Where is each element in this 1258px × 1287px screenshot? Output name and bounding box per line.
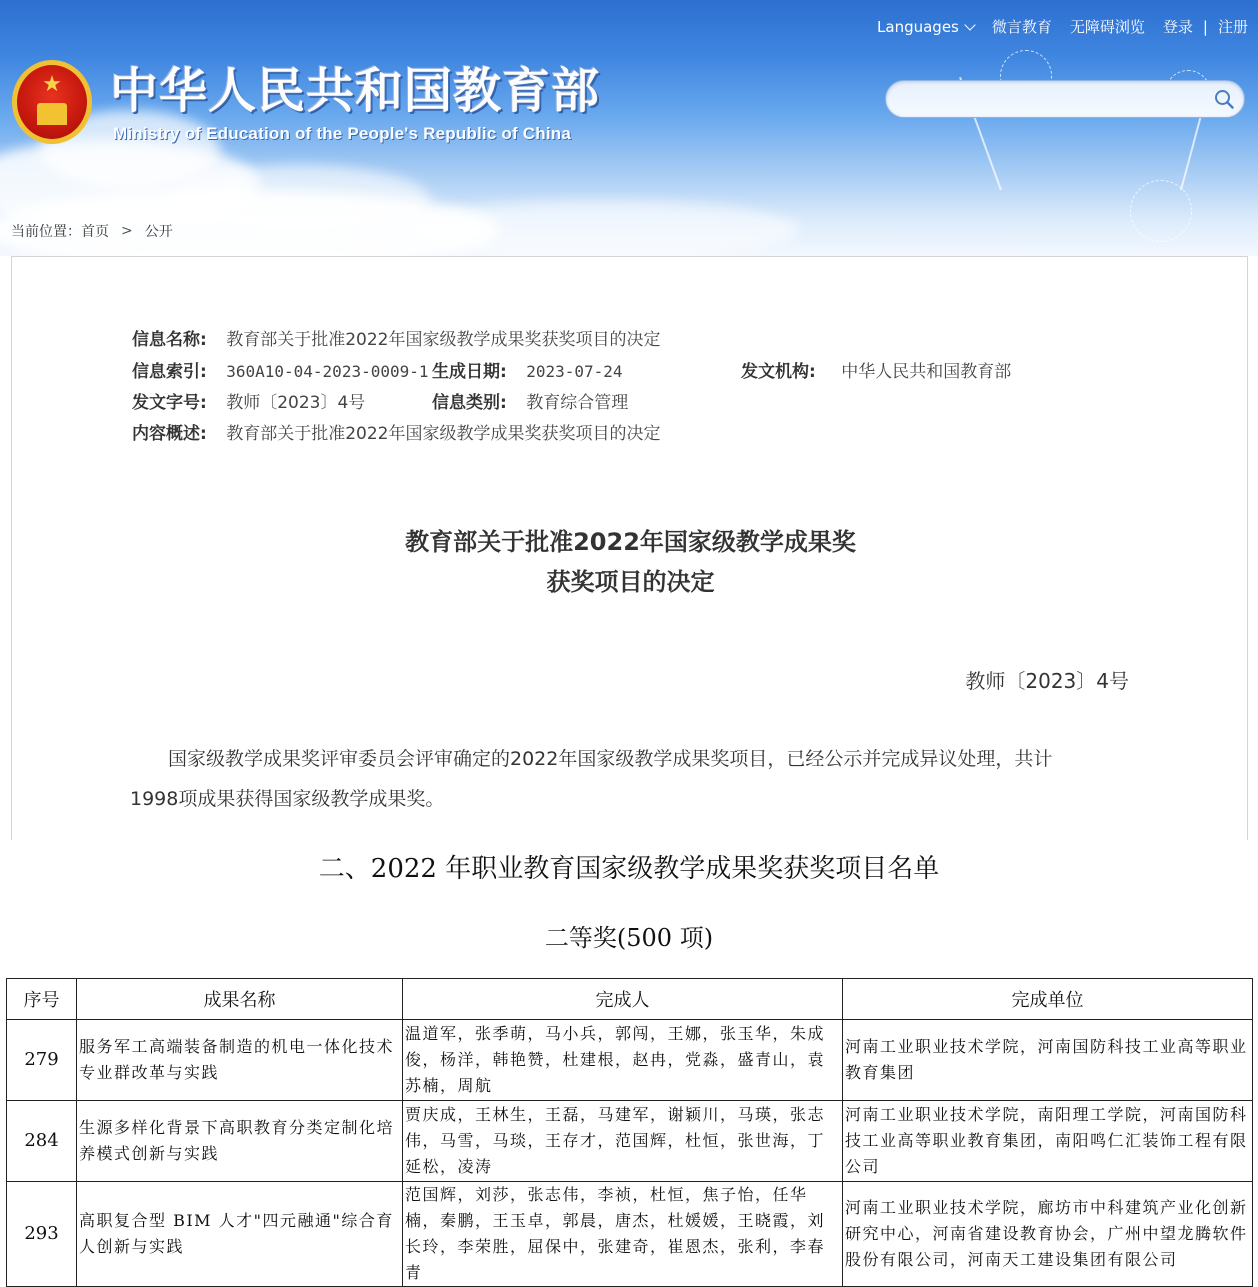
search-icon[interactable] xyxy=(1214,89,1234,109)
meta-label: 发文机构: xyxy=(741,362,816,382)
meta-value: 中华人民共和国教育部 xyxy=(841,362,1012,382)
meta-category xyxy=(432,388,628,413)
document-title-line1: 教育部关于批准2022年国家级教学成果奖 xyxy=(405,528,856,556)
meta-value: 360A10-04-2023-0009-1 xyxy=(226,362,429,381)
project-units: 河南工业职业技术学院，廊坊市中科建筑产业化创新研究中心，河南省建设教育协会，广州中望龙腾软件股份有限公司，河南天工建设集团有限公司 xyxy=(843,1182,1253,1287)
meta-date xyxy=(432,357,623,382)
breadcrumb-current-link[interactable]: 公开 xyxy=(144,224,173,240)
meta-value: 教育部关于批准2022年国家级教学成果奖获奖项目的决定 xyxy=(226,330,661,350)
breadcrumb-home-link[interactable]: 首页 xyxy=(81,224,109,240)
dandelion-decoration xyxy=(1130,180,1192,242)
row-number: 279 xyxy=(7,1020,77,1101)
table-row xyxy=(7,1020,1253,1101)
column-header: 完成人 xyxy=(403,979,843,1020)
meta-issuer xyxy=(741,357,1011,382)
project-people: 贾庆成，王林生，王磊，马建军，谢颖川，马瑛，张志伟，马雪，马琰，王存才，范国辉，杜恒，张世海，丁延松，凌涛 xyxy=(403,1101,843,1182)
languages-dropdown[interactable] xyxy=(877,18,974,36)
attachment-section-title: 二、2022 年职业教育国家级教学成果奖获奖项目名单 xyxy=(318,854,940,884)
site-subtitle: Ministry of Education of the People's Republic of China xyxy=(113,124,572,143)
breadcrumb-prefix: 当前位置： xyxy=(11,224,81,240)
column-header: 成果名称 xyxy=(77,979,403,1020)
breadcrumb xyxy=(11,221,173,241)
breadcrumb-separator: > xyxy=(121,223,133,239)
project-units: 河南工业职业技术学院，河南国防科技工业高等职业教育集团 xyxy=(843,1020,1253,1101)
weiyan-link[interactable]: 微言教育 xyxy=(991,18,1052,36)
meta-label: 内容概述: xyxy=(132,424,207,444)
register-link[interactable]: 注册 xyxy=(1217,18,1248,36)
table-header-row xyxy=(7,979,1253,1020)
row-number: 284 xyxy=(7,1101,77,1182)
star-icon: ★ xyxy=(42,72,62,97)
table-row xyxy=(7,1101,1253,1182)
project-name: 生源多样化背景下高职教育分类定制化培养模式创新与实践 xyxy=(77,1101,403,1182)
chevron-down-icon xyxy=(964,19,975,30)
column-header: 序号 xyxy=(7,979,77,1020)
languages-label: Languages xyxy=(877,17,959,36)
meta-info-name xyxy=(132,325,660,350)
meta-label: 信息索引: xyxy=(132,362,207,382)
project-people: 范国辉，刘莎，张志伟，李祯，杜恒，焦子怡，任华楠，秦鹏，王玉卓，郭晨，唐杰，杜媛媛，王晓霞，刘长玲，李荣胜，屈保中，张建奇，崔恩杰，张利，李春青 xyxy=(403,1182,843,1287)
site-title[interactable]: 中华人民共和国教育部 xyxy=(110,63,601,119)
meta-label: 信息类别: xyxy=(432,393,507,413)
awards-table xyxy=(6,978,1253,1287)
cloud-decoration xyxy=(400,200,800,256)
row-number: 293 xyxy=(7,1182,77,1287)
meta-index xyxy=(132,357,429,382)
nav-separator: | xyxy=(1202,17,1208,36)
table-row xyxy=(7,1182,1253,1287)
login-link[interactable]: 登录 xyxy=(1162,18,1193,36)
attachment-subtitle: 二等奖(500 项) xyxy=(544,924,714,952)
project-name: 服务军工高端装备制造的机电一体化技术专业群改革与实践 xyxy=(77,1020,403,1101)
column-header: 完成单位 xyxy=(843,979,1253,1020)
meta-label: 信息名称: xyxy=(132,330,207,350)
project-name: 高职复合型 BIM 人才"四元融通"综合育人创新与实践 xyxy=(77,1182,403,1287)
meta-value: 教育综合管理 xyxy=(526,393,629,413)
document-number: 教师〔2023〕4号 xyxy=(965,669,1129,693)
search-box xyxy=(885,80,1245,118)
meta-label: 生成日期: xyxy=(432,362,507,382)
meta-summary xyxy=(132,419,660,444)
document-paragraph-line: 1998项成果获得国家级教学成果奖。 xyxy=(130,788,445,810)
top-navigation xyxy=(859,16,1248,37)
meta-value: 教师〔2023〕4号 xyxy=(226,393,366,413)
content-panel xyxy=(11,256,1248,840)
project-units: 河南工业职业技术学院，南阳理工学院，河南国防科技工业高等职业教育集团，南阳鸣仁汇装饰工程有限公司 xyxy=(843,1101,1253,1182)
document-title-line2: 获奖项目的决定 xyxy=(546,568,715,596)
national-emblem-icon[interactable] xyxy=(12,60,92,144)
meta-doc-no xyxy=(132,388,365,413)
meta-label: 发文字号: xyxy=(132,393,207,413)
meta-value: 2023-07-24 xyxy=(526,362,623,381)
search-input[interactable] xyxy=(900,87,1204,113)
tiananmen-icon xyxy=(37,103,67,125)
meta-value: 教育部关于批准2022年国家级教学成果奖获奖项目的决定 xyxy=(226,424,661,444)
accessible-browse-link[interactable]: 无障碍浏览 xyxy=(1069,18,1145,36)
project-people: 温道军，张季萌，马小兵，郭闯，王娜，张玉华，朱成俊，杨洋，韩艳赞，杜建根，赵冉，党淼，盛青山，袁苏楠，周航 xyxy=(403,1020,843,1101)
document-paragraph-line: 国家级教学成果奖评审委员会评审确定的2022年国家级教学成果奖项目，已经公示并完成异议处理，共计 xyxy=(130,748,1053,770)
site-header xyxy=(0,0,1258,256)
